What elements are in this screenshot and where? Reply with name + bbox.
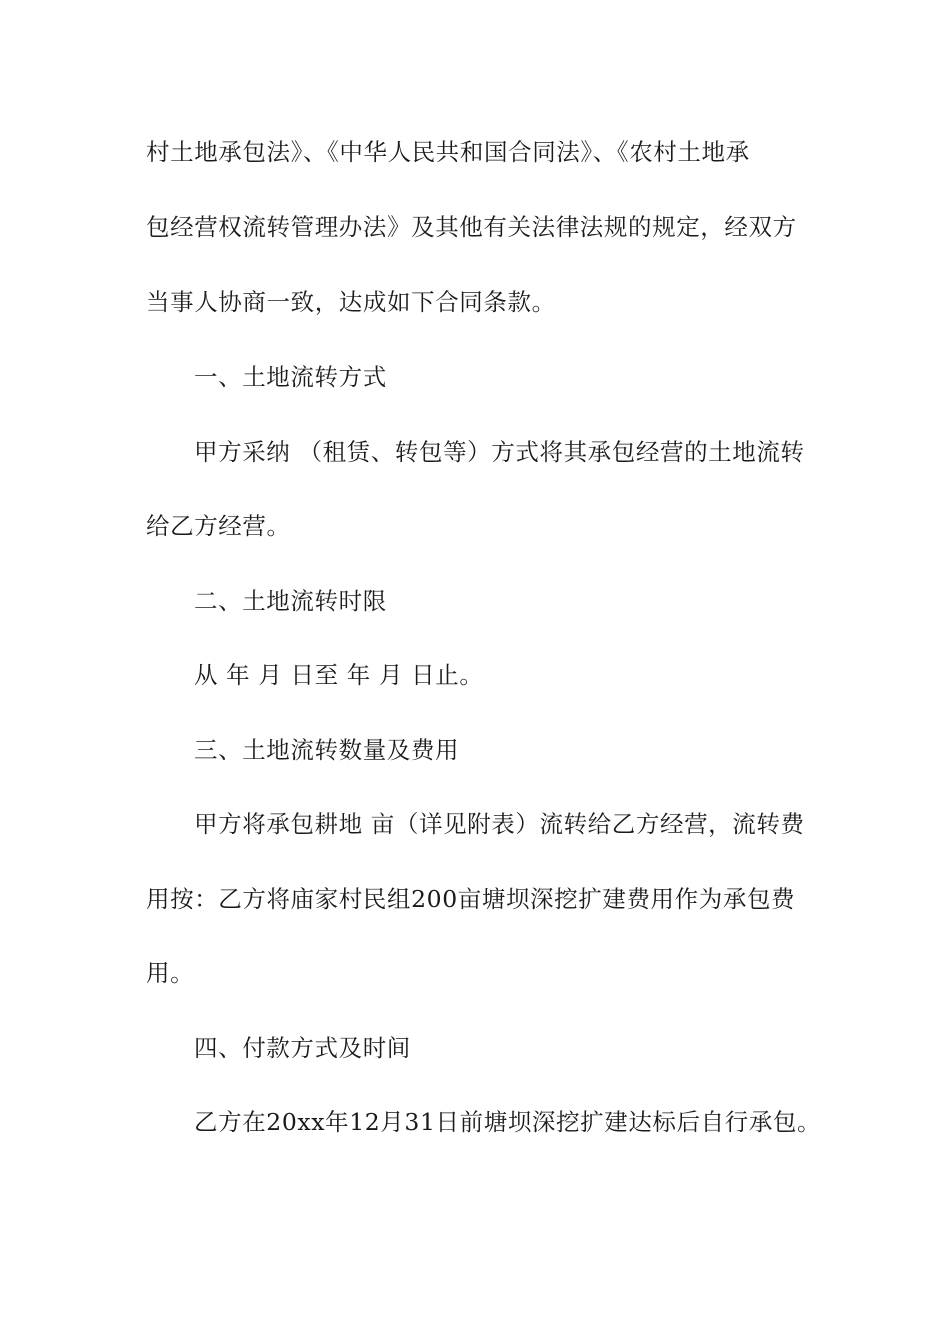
section-heading-4: 四、付款方式及时间 xyxy=(194,1034,411,1062)
paragraph-line: 包经营权流转管理办法》及其他有关法律法规的规定，经双方 xyxy=(146,213,797,241)
paragraph-line: 甲方将承包耕地 亩（详见附表）流转给乙方经营，流转费 xyxy=(194,810,805,838)
paragraph-line: 甲方采纳 （租赁、转包等）方式将其承包经营的土地流转 xyxy=(194,438,805,466)
paragraph-line: 给乙方经营。 xyxy=(146,512,291,540)
paragraph-line: 用。 xyxy=(146,959,195,987)
section-heading-3: 三、土地流转数量及费用 xyxy=(194,736,460,764)
section-heading-1: 一、土地流转方式 xyxy=(194,363,387,391)
section-heading-2: 二、土地流转时限 xyxy=(194,587,387,615)
paragraph-line: 乙方在20xx年12月31日前塘坝深挖扩建达标后自行承包。 xyxy=(194,1108,822,1136)
paragraph-line: 村土地承包法》、《中华人民共和国合同法》、《农村土地承 xyxy=(146,138,750,166)
paragraph-line: 用按：乙方将庙家村民组200亩塘坝深挖扩建费用作为承包费 xyxy=(146,885,796,913)
paragraph-line: 当事人协商一致，达成如下合同条款。 xyxy=(146,288,556,316)
paragraph-line: 从 年 月 日至 年 月 日止。 xyxy=(194,661,484,689)
